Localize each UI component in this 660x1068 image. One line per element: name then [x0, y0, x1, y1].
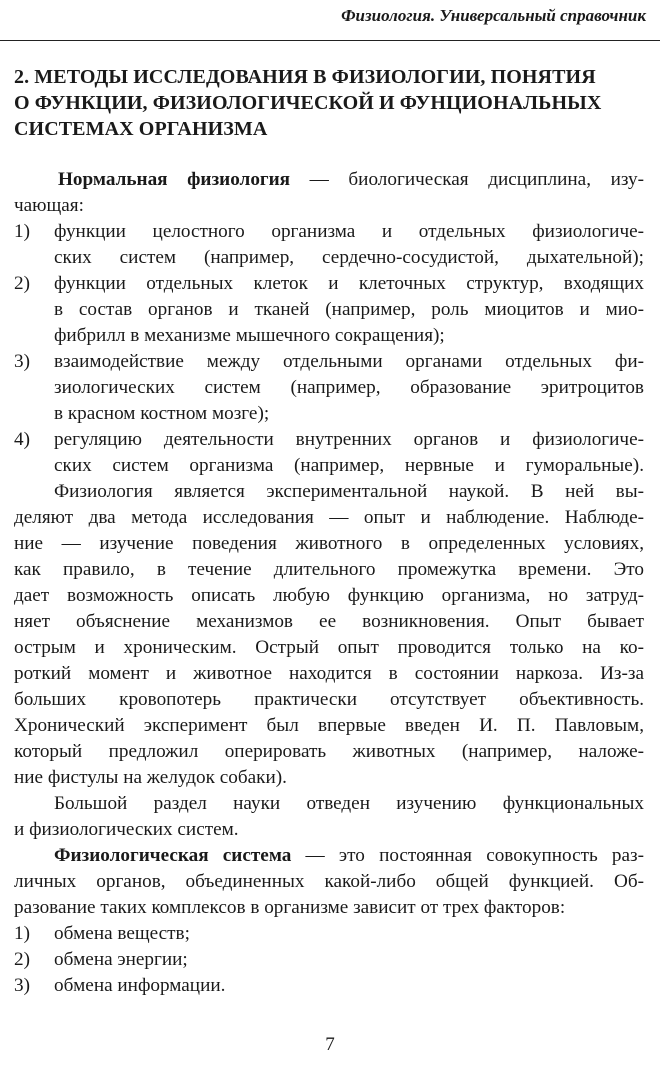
- paragraph-line: больших кровопотерь практически отсутствует объективность.: [14, 689, 644, 710]
- paragraph-line: острым и хроническим. Острый опыт проводится только на ко-: [14, 637, 644, 658]
- list-item-cont: ских систем организма (например, нервные и гуморальные).: [54, 455, 644, 476]
- list-item: 3) обмена информации.: [14, 975, 226, 996]
- chapter-title: [14, 64, 650, 142]
- paragraph-line: Физиологическая система — это постоянная совокупность раз-: [54, 845, 644, 866]
- page-number: 7: [325, 1034, 335, 1055]
- paragraph-line: личных органов, объединенных какой-либо общей функцией. Об-: [14, 871, 644, 892]
- term-normal-physiology: Нормальная физиология: [58, 169, 291, 190]
- chapter-title-line: 2. МЕТОДЫ ИССЛЕДОВАНИЯ В ФИЗИОЛОГИИ, ПОНЯТИЯ: [14, 66, 596, 88]
- term-physiological-system: Физиологическая система: [54, 845, 292, 866]
- list-item: 3) взаимодействие между отдельными органами отдельных фи-: [14, 351, 644, 372]
- list-item: 1) обмена веществ;: [14, 923, 190, 944]
- list-item: 2) функции отдельных клеток и клеточных структур, входящих: [14, 273, 644, 294]
- intro-line: чающая:: [14, 195, 84, 216]
- paragraph-line: Хронический эксперимент был впервые введен И. П. Павловым,: [14, 715, 644, 736]
- chapter-title-line: СИСТЕМАХ ОРГАНИЗМА: [14, 118, 268, 140]
- list-item-cont: фибрилл в механизме мышечного сокращения);: [54, 325, 445, 346]
- body-text: [14, 167, 644, 999]
- paragraph-line: деляют два метода исследования — опыт и наблюдение. Наблюде-: [14, 507, 644, 528]
- list-item: 2) обмена энергии;: [14, 949, 188, 970]
- paragraph-line: роткий момент и животное находится в состоянии наркоза. Из-за: [14, 663, 644, 684]
- paragraph-line: няет объяснение механизмов ее возникновения. Опыт бывает: [14, 611, 644, 632]
- list-item-cont: в красном костном мозге);: [54, 403, 270, 424]
- paragraph-line: дает возможность описать любую функцию организма, но затруд-: [14, 585, 644, 606]
- running-title: Физиология. Универсальный справочник: [341, 6, 646, 25]
- paragraph-line: ние — изучение поведения животного в определенных условиях,: [14, 533, 644, 554]
- list-item: 4) регуляцию деятельности внутренних органов и физиологиче-: [14, 429, 644, 450]
- paragraph-line: Большой раздел науки отведен изучению функциональных: [54, 793, 644, 814]
- list-item-cont: зиологических систем (например, образование эритроцитов: [54, 377, 644, 398]
- running-header: [0, 0, 660, 41]
- paragraph-line: как правило, в течение длительного промежутка времени. Это: [14, 559, 644, 580]
- paragraph-line: который предложил оперировать животных (например, наложе-: [14, 741, 644, 762]
- list-item-cont: в состав органов и тканей (например, роль миоцитов и мио-: [54, 299, 644, 320]
- paragraph-line: разование таких комплексов в организме зависит от трех факторов:: [14, 897, 566, 918]
- paragraph-line: ние фистулы на желудок собаки).: [14, 767, 287, 788]
- intro-line: Нормальная физиология — биологическая дисциплина, изу-: [58, 169, 644, 190]
- paragraph-line: и физиологических систем.: [14, 819, 239, 840]
- list-item-cont: ских систем (например, сердечно-сосудистой, дыхательной);: [54, 247, 644, 268]
- chapter-title-line: О ФУНКЦИИ, ФИЗИОЛОГИЧЕСКОЙ И ФУНЦИОНАЛЬНЫХ: [14, 92, 602, 114]
- list-item: 1) функции целостного организма и отдельных физиологиче-: [14, 221, 644, 242]
- paragraph-line: Физиология является экспериментальной наукой. В ней вы-: [54, 481, 644, 502]
